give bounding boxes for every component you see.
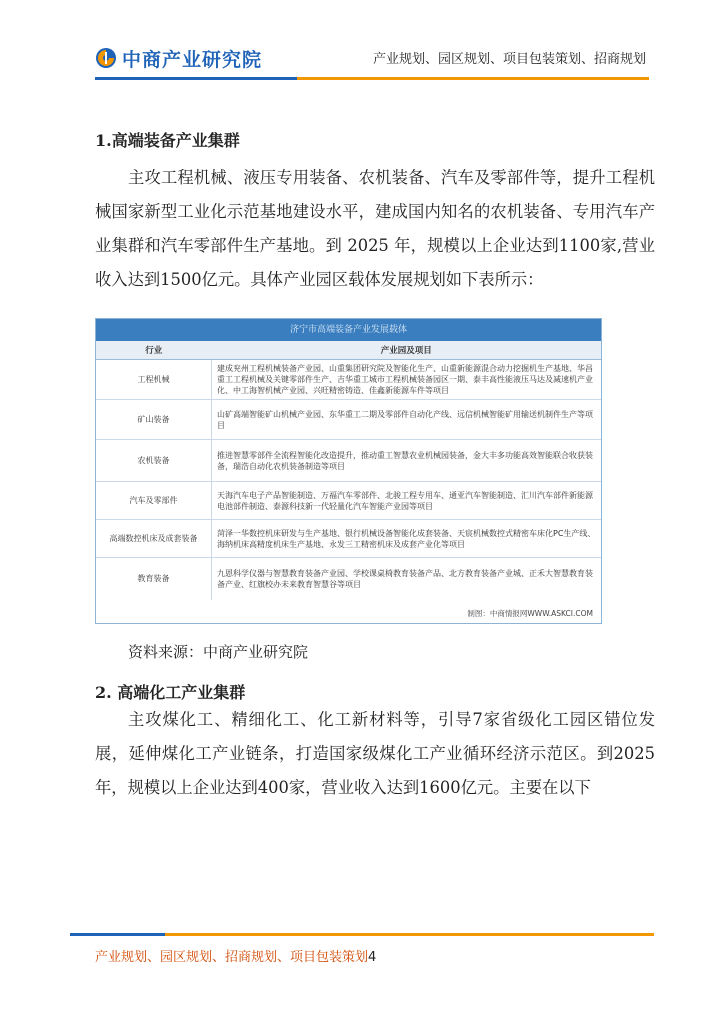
logo — [95, 42, 262, 74]
row-category: 教育装备 — [96, 558, 212, 600]
footer-divider-orange — [165, 933, 654, 936]
table-row — [96, 482, 601, 520]
header-divider-blue — [95, 77, 297, 80]
table-row — [96, 520, 601, 558]
footer-divider-blue — [70, 933, 165, 936]
table-row — [96, 400, 601, 440]
footer — [95, 946, 376, 965]
row-content: 推进智慧零部件全流程智能化改造提升，推动重工智慧农业机械园装备，金大丰多功能高效智能联合收获装备，瑞浩自动化农机装备制造等项目 — [212, 440, 602, 482]
table-credit: 制图：中商情报网WWW.ASKCI.COM — [467, 609, 593, 618]
row-category: 农机装备 — [96, 440, 212, 482]
row-category: 汽车及零部件 — [96, 482, 212, 520]
page-number: 4 — [368, 950, 377, 965]
section-1-heading: 1.高端装备产业集群 — [95, 131, 240, 150]
section-2-heading: 2. 高端化工产业集群 — [95, 683, 246, 702]
table-row — [96, 440, 601, 482]
row-content: 九恩科学仪器与智慧教育装备产业园、学校课桌椅教育装备产品、北方教育装备产业城、正禾大智慧教育装备产业、红旗校办未来教育智慧谷等项目 — [212, 558, 602, 600]
section-2-paragraph: 主攻煤化工、精细化工、化工新材料等，引导7家省级化工园区错位发展，延伸煤化工产业链条，打造国家级煤化工产业循环经济示范区。到2025年，规模以上企业达到400家，营业收入达到1600亿元。主要在以下 — [95, 710, 655, 797]
row-content: 天海汽车电子产品智能制造、万福汽车零部件、北骏工程专用车、通亚汽车智能制造、汇川汽车部件新能源电池部件制造、泰源科技新一代轻量化汽车智能产业园等项目 — [212, 482, 602, 520]
industry-table-figure — [95, 318, 602, 624]
footer-links: 产业规划、园区规划、招商规划、项目包装策划 — [95, 950, 369, 965]
row-content: 菏泽一华数控机床研发与生产基地、银行机械设备智能化成套装备、天宸机械数控式精密车床化PC生产线、海纳机床高精度机床生产基地、永发三工精密机床及成套产业化等项目 — [212, 520, 602, 558]
logo-icon — [95, 47, 117, 69]
row-category: 高端数控机床及成套装备 — [96, 520, 212, 558]
column-header-industry: 行业 — [96, 341, 212, 360]
table-row — [96, 558, 601, 600]
header-links: 产业规划、园区规划、项目包装策划、招商规划 — [372, 52, 646, 67]
row-category: 矿山装备 — [96, 400, 212, 440]
industry-table — [96, 341, 601, 600]
section-1-paragraph: 主攻工程机械、液压专用装备、农机装备、汽车及零部件等，提升工程机械国家新型工业化示范基地建设水平，建成国内知名的农机装备、专用汽车产业集群和汽车零部件生产基地。到 2025 年，规模以上企业达到1100家,营业收入达到1500亿元。具体产业园区载体发展规划如下表所示： — [95, 168, 655, 289]
row-content: 山矿高端智能矿山机械产业园、东华重工二期及零部件自动化产线、远信机械智能矿用输送机制件生产等项目 — [212, 400, 602, 440]
table-row — [96, 360, 601, 400]
header-divider-orange — [297, 77, 649, 80]
row-category: 工程机械 — [96, 360, 212, 400]
logo-text: 中商产业研究院 — [122, 48, 263, 71]
row-content: 建成兖州工程机械装备产业园、山重集团研究院及智能化生产、山重新能源混合动力挖掘机生产基地、华昌重工工程机械及关键零部件生产、吉华重工城市工程机械装备园区一期、泰丰高性能液压马达及减速机产业化、中工海智机械产业园、兴旺精密铸造、佳鑫新能源车件等项目 — [212, 360, 602, 400]
data-source: 资料来源：中商产业研究院 — [128, 643, 309, 661]
table-title: 济宁市高端装备产业发展载体 — [96, 319, 601, 341]
column-header-projects: 产业园及项目 — [212, 341, 602, 360]
table-header-row — [96, 341, 601, 360]
